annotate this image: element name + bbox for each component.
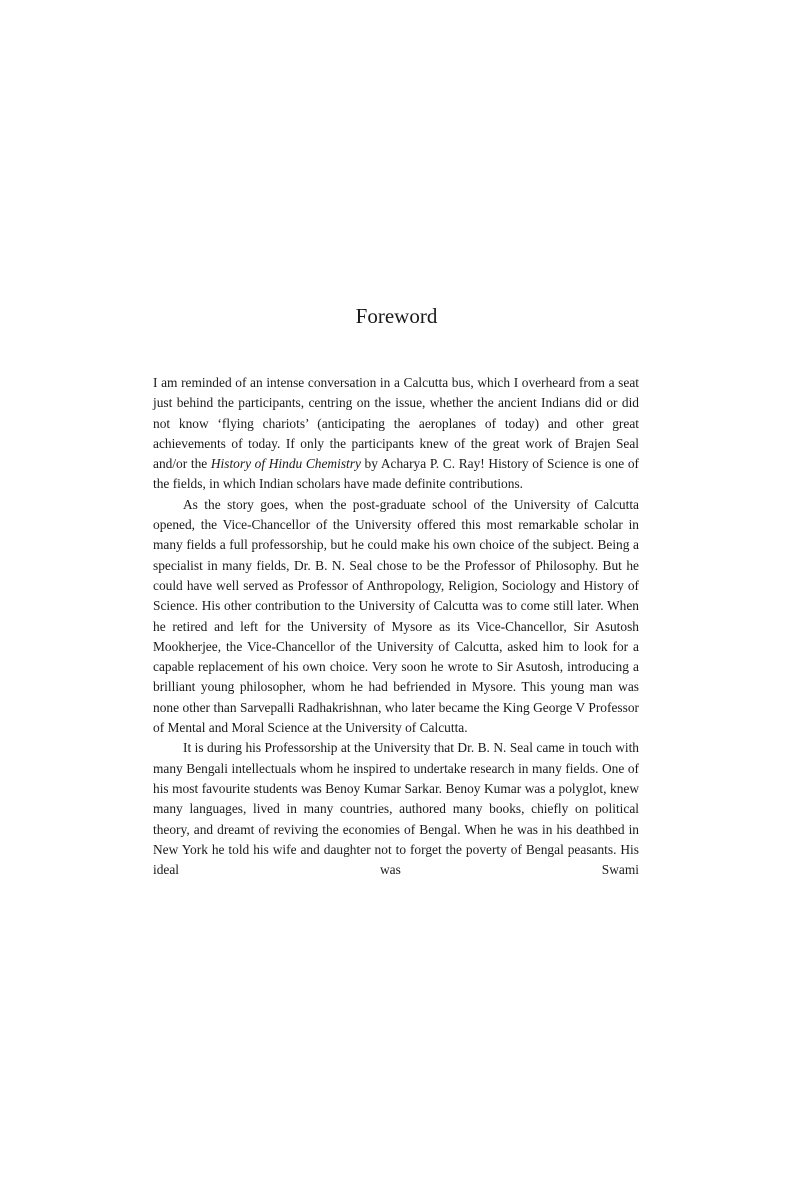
paragraph-3: It is during his Professorship at the University that Dr. B. N. Seal came in touch with many Bengali intellectuals whom he inspired to undertake research in many fields. One of his most favourite students was Benoy Kumar Sarkar. Benoy Kumar was a polyglot, knew many languages, lived in many countries, authored many books, chiefly on political theory, and dreamt of reviving the economies of Bengal. When he was in his deathbed in New York he told his wife and daughter not to forget the poverty of Bengal peasants. His ideal was Swami xyxy=(153,740,639,878)
paragraph-1 xyxy=(153,373,639,495)
paragraph-1-text-before: I am reminded of an intense conversation in a Calcutta bus, which I overheard from a seat just behind the participants, centring on the issue, whether the ancient Indians did or did not know ‘flying chariots’ (anticipating the aeroplanes of today) and other great achievements of today. If only the participants knew of the great work of Brajen Seal and/or the xyxy=(153,375,639,472)
page-title: Foreword xyxy=(355,304,438,328)
paragraph-1-text-after: by Acharya P. C. Ray! History of Science is one of the fields, in which Indian scholars have made definite contributions. xyxy=(153,456,639,492)
book-title-italic: History of Hindu Chemistry xyxy=(210,456,361,472)
foreword-body xyxy=(153,373,639,880)
paragraph-2: As the story goes, when the post-graduate school of the University of Calcutta opened, the Vice-Chancellor of the University offered this most remarkable scholar in many fields a full professorship, but he could make his own choice of the subject. Being a specialist in many fields, Dr. B. N. Seal chose to be the Professor of Philosophy. But he could have well served as Professor of Anthropology, Religion, Sociology and History of Science. His other contribution to the University of Calcutta was to come still later. When he retired and left for the University of Mysore as its Vice-Chancellor, Sir Asutosh Mookherjee, the Vice-Chancellor of the University of Calcutta, asked him to look for a capable replacement of his own choice. Very soon he wrote to Sir Asutosh, introducing a brilliant young philosopher, whom he had befriended in Mysore. This young man was none other than Sarvepalli Radhakrishnan, who later became the King George V Professor of Mental and Moral Science at the University of Calcutta. xyxy=(153,496,639,736)
